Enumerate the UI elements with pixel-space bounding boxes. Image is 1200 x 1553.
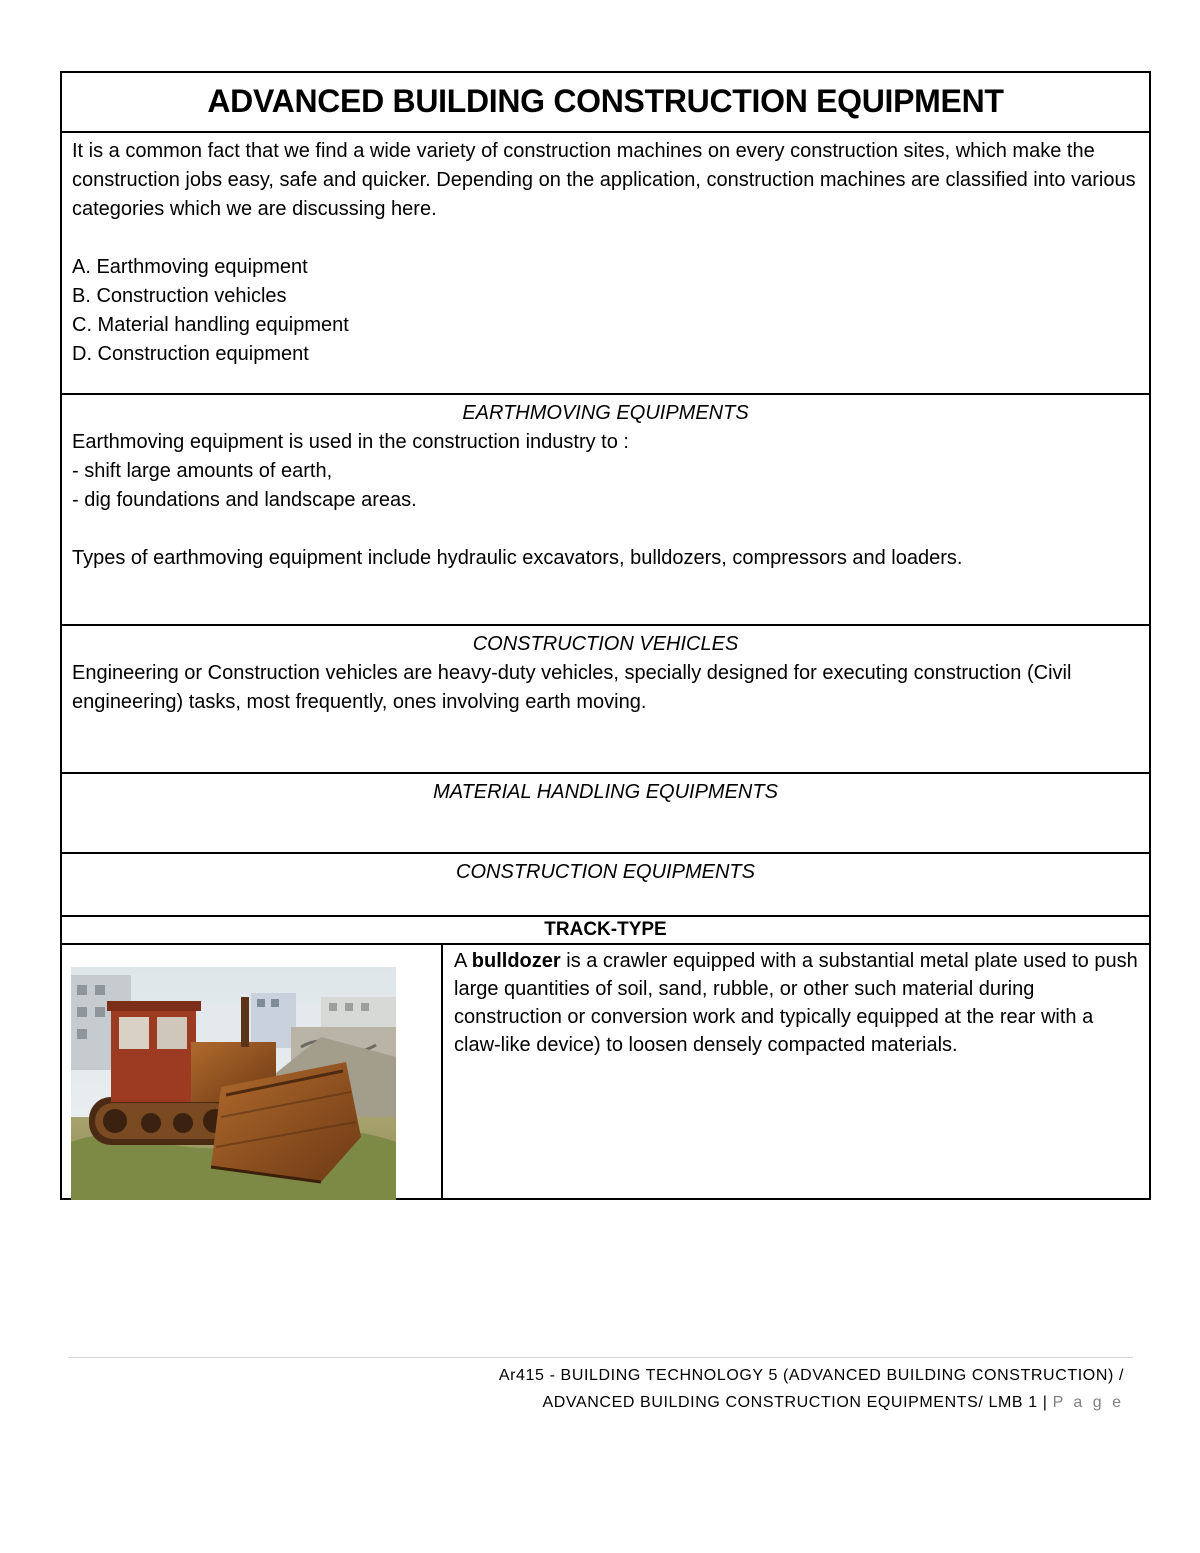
footer-course-line: Ar415 - BUILDING TECHNOLOGY 5 (ADVANCED BUILDING CONSTRUCTION) / <box>498 1367 1124 1384</box>
list-item: A. Earthmoving equipment <box>72 256 308 278</box>
vehicles-heading: CONSTRUCTION VEHICLES <box>472 633 739 655</box>
footer-title-line: ADVANCED BUILDING CONSTRUCTION EQUIPMENTS/ LMB 1 | P a g e <box>542 1394 1124 1411</box>
vehicles-text: Engineering or Construction vehicles are heavy-duty vehicles, specially designed for executing construction (Civil engineering) tasks, most frequently, ones involving earth moving. <box>72 662 1072 713</box>
bulldozer-description: A bulldozer is a crawler equipped with a substantial metal plate used to push large quantities of soil, sand, rubble, or other such material during construction or conversion work and typically equipped at the rear with a claw-like device) to loosen densely compacted materials. <box>442 944 1150 1199</box>
earthmoving-heading: EARTHMOVING EQUIPMENTS <box>462 402 749 424</box>
material-heading: MATERIAL HANDLING EQUIPMENTS <box>433 781 778 803</box>
vehicles-section <box>61 625 1150 773</box>
material-section <box>61 773 1150 853</box>
content-table <box>60 71 1151 1200</box>
list-item: D. Construction equipment <box>72 343 309 365</box>
footer-separator: | <box>1042 1394 1048 1411</box>
document-title: ADVANCED BUILDING CONSTRUCTION EQUIPMENT <box>61 72 1150 132</box>
earthmoving-lead: Earthmoving equipment is used in the construction industry to : <box>72 431 629 453</box>
bulldozer-photo <box>71 967 396 1200</box>
bulldozer-term: bulldozer <box>471 950 561 972</box>
page-number: 1 <box>1028 1394 1038 1411</box>
bulldozer-photo-cell <box>61 944 442 1199</box>
page-label: P a g e <box>1052 1394 1124 1411</box>
intro-section <box>61 132 1150 394</box>
footer-divider <box>68 1357 1133 1358</box>
earthmoving-section <box>61 394 1150 625</box>
earthmoving-types: Types of earthmoving equipment include hydraulic excavators, bulldozers, compressors and loaders. <box>72 547 963 569</box>
equipment-heading: CONSTRUCTION EQUIPMENTS <box>456 861 755 883</box>
earthmoving-bullet: - dig foundations and landscape areas. <box>72 489 417 511</box>
track-type-heading: TRACK-TYPE <box>61 916 1150 944</box>
list-item: B. Construction vehicles <box>72 285 287 307</box>
page-footer <box>499 1362 1124 1416</box>
intro-paragraph: It is a common fact that we find a wide variety of construction machines on every construction sites, which make the construction jobs easy, safe and quicker. Depending on the application, construction machines are classified into various categories which we are discussing here. <box>72 140 1136 220</box>
earthmoving-bullet: - shift large amounts of earth, <box>72 460 333 482</box>
equipment-section <box>61 853 1150 916</box>
list-item: C. Material handling equipment <box>72 314 349 336</box>
